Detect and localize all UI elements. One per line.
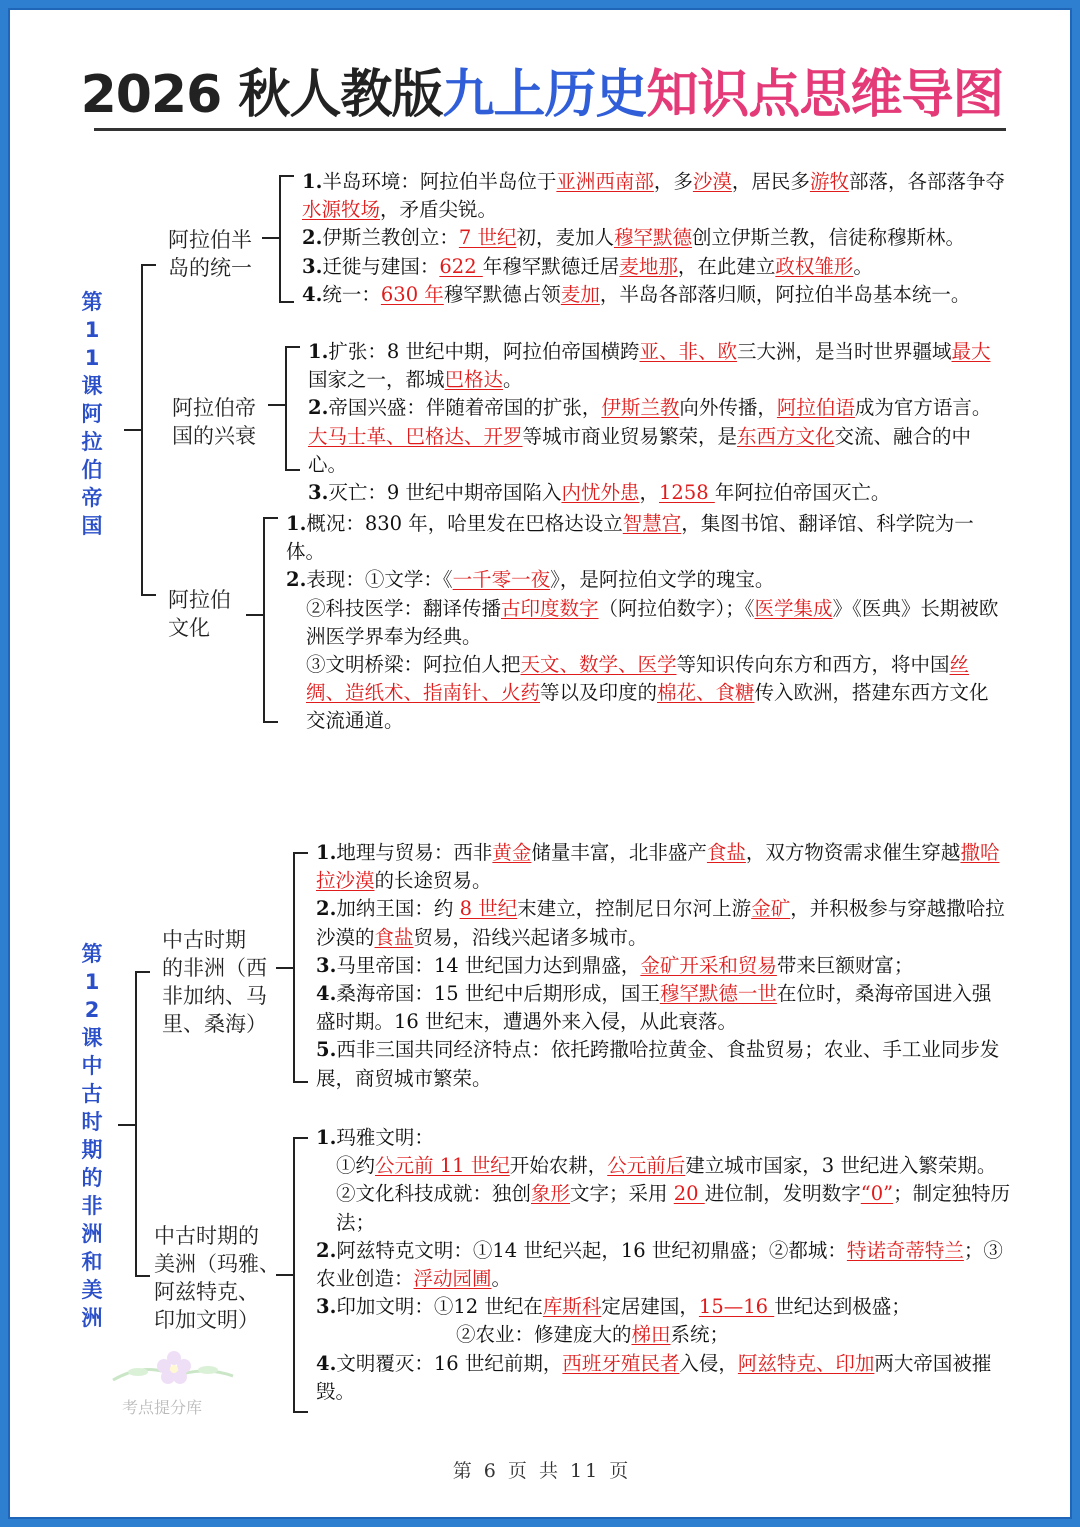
- text: 迁徙与建国：: [322, 254, 440, 278]
- text: ；制定独特历法；: [336, 1182, 1011, 1234]
- text: 在位时，桑海帝国进入强盛时期。16 世纪末，遭遇外来入侵，从此衰落。: [316, 982, 992, 1034]
- point: [302, 168, 1022, 224]
- text: 成为官方语言。: [854, 396, 992, 420]
- point-number: 1.: [286, 512, 307, 535]
- point-number: 3.: [316, 953, 337, 977]
- point: [316, 839, 1006, 895]
- watermark-text: 考点提分库: [122, 1398, 203, 1417]
- keyword: 麦加: [560, 282, 600, 306]
- keyword: 棉花、食糖: [657, 681, 755, 705]
- text: 创立伊斯兰教，信徒称穆斯林。: [692, 226, 966, 250]
- keyword: 金矿开采和贸易: [640, 953, 777, 977]
- point: [316, 1180, 1012, 1236]
- keyword: 医学集成: [754, 596, 833, 620]
- keyword: 食盐: [374, 925, 414, 949]
- text: ，在此建立: [677, 254, 776, 278]
- keyword: 亚、非、欧: [639, 340, 737, 363]
- text: 伊斯兰教创立：: [322, 226, 459, 250]
- keyword: 特诺奇蒂特兰: [846, 1238, 964, 1262]
- point-number: 2.: [302, 226, 323, 250]
- text: 阿兹特克文明：①14 世纪兴起，16 世纪初鼎盛；②都城：: [336, 1238, 847, 1262]
- text: 等城市商业贸易繁荣，是: [522, 424, 738, 448]
- point-number: 2.: [316, 897, 337, 921]
- text: ，半岛各部落归顺，阿拉伯半岛基本统一。: [599, 282, 971, 306]
- lesson-11-char: 伯: [81, 458, 103, 482]
- point: [308, 479, 998, 507]
- lesson-11-label: [78, 288, 106, 540]
- arab-culture-points: [286, 510, 1006, 736]
- topic-line: 印加文明）: [154, 1308, 259, 1332]
- keyword: “0”: [860, 1182, 894, 1206]
- point-number: 1.: [302, 170, 323, 193]
- keyword: 20: [673, 1182, 705, 1206]
- text: 年穆罕默德迁居: [482, 254, 620, 278]
- point: [316, 1036, 1006, 1092]
- topic-medieval-america: [154, 1222, 280, 1334]
- point: [316, 1237, 1012, 1293]
- lesson-12-char: 第: [81, 942, 103, 966]
- point: [308, 338, 998, 394]
- point-number: 4.: [316, 982, 337, 1006]
- topic-line: 阿拉伯: [168, 588, 231, 612]
- lesson-11-char: 第: [81, 290, 103, 314]
- text: ，矛盾尖锐。: [380, 198, 498, 222]
- keyword: 水源牧场: [302, 198, 381, 222]
- keyword: 浮动园圃: [413, 1267, 492, 1291]
- keyword: 穆罕默德: [614, 226, 693, 250]
- text: 带来巨额财富；: [776, 953, 914, 977]
- keyword: 古印度数字: [501, 596, 599, 620]
- title-part3: 知识点思维导图: [646, 65, 1004, 125]
- topic-line: 阿兹特克、: [154, 1280, 259, 1304]
- text: 向外传播，: [679, 396, 777, 420]
- topic-line: 美洲（玛雅、: [154, 1252, 280, 1276]
- point: [302, 224, 1022, 252]
- keyword: 游牧: [809, 170, 849, 193]
- text: 扩张：8 世纪中期，阿拉伯帝国横跨: [328, 340, 640, 363]
- text: 定居建国，: [601, 1295, 699, 1319]
- keyword: 阿拉伯语: [776, 396, 855, 420]
- text: ③文明桥梁：阿拉伯人把: [306, 653, 521, 677]
- lesson-12-char: 美: [81, 1278, 103, 1302]
- keyword: 亚洲西南部: [556, 170, 654, 193]
- topic-arab-empire-rise-fall: [172, 394, 256, 450]
- keyword: 一千零一夜: [452, 568, 551, 592]
- keyword: 阿兹特克、印加: [737, 1351, 875, 1375]
- text: 。: [853, 254, 873, 278]
- text: ，: [639, 481, 659, 505]
- text: 入侵，: [679, 1351, 738, 1375]
- topic-line: 国的兴衰: [172, 424, 256, 448]
- text: 等以及印度的: [540, 681, 658, 705]
- text: 部落，各部落争夺: [848, 170, 1005, 193]
- lesson-12-char: 洲: [81, 1222, 103, 1246]
- text: 。: [503, 368, 523, 392]
- point: [316, 1321, 1012, 1349]
- point: [316, 1350, 1012, 1406]
- text: 开始农耕，: [509, 1154, 608, 1178]
- keyword: 天文、数学、医学: [520, 653, 677, 677]
- topic-line: 非加纳、马: [162, 984, 267, 1008]
- text: 玛雅文明：: [336, 1126, 434, 1149]
- text: 世纪达到极盛；: [774, 1295, 911, 1319]
- lesson-11-char: 拉: [81, 430, 103, 454]
- lesson-12-char: 洲: [81, 1306, 103, 1330]
- topic-line: 中古时期的: [154, 1224, 259, 1248]
- keyword: 金矿: [751, 897, 791, 921]
- keyword: 撒哈拉沙漠: [316, 841, 1000, 893]
- point-number: 3.: [302, 254, 323, 278]
- point-number: 1.: [308, 340, 329, 363]
- point-number: 2.: [316, 1238, 337, 1262]
- point: [316, 952, 1006, 980]
- text: 加纳王国：约: [336, 897, 460, 921]
- keyword: 食盐: [706, 841, 746, 864]
- point: [286, 595, 1006, 651]
- text: 文明覆灭：16 世纪前期，: [336, 1351, 563, 1375]
- lesson-12-char: 课: [81, 1026, 103, 1050]
- arabian-unification-points: [302, 168, 1022, 309]
- keyword: 西班牙殖民者: [562, 1351, 680, 1375]
- document-page: [8, 8, 1072, 1519]
- point: [302, 253, 1022, 281]
- keyword: 穆罕默德一世: [659, 982, 777, 1006]
- topic-line: 阿拉伯半: [168, 228, 252, 252]
- text: 》《医典》长期被欧洲医学界奉为经典。: [306, 596, 999, 648]
- lesson-11-char: 阿: [81, 402, 103, 426]
- text: ②农业：修建庞大的: [456, 1323, 632, 1347]
- text: 概况：830 年，哈里发在巴格达设立: [306, 512, 623, 535]
- point: [302, 281, 1022, 309]
- lesson-11-char: 国: [81, 514, 103, 538]
- keyword: 伊斯兰教: [601, 396, 680, 420]
- keyword: 8 世纪: [459, 897, 518, 921]
- medieval-america-points: [316, 1124, 1012, 1406]
- lesson-12-char: 古: [81, 1082, 103, 1106]
- text: 帝国兴盛：伴随着帝国的扩张，: [328, 396, 602, 420]
- text: 三大洲，是当时世界疆域: [736, 340, 952, 363]
- page-footer: 第 6 页 共 11 页: [452, 1460, 632, 1482]
- text: ②文化科技成就：独创: [336, 1182, 532, 1206]
- text: ，集图书馆、翻译馆、科学院为一体。: [286, 512, 974, 564]
- point: [286, 566, 1006, 594]
- text: ；③农业创造：: [316, 1238, 1003, 1291]
- title-part1: 2026 秋人教版: [80, 65, 443, 125]
- text: 进位制，发明数字: [704, 1182, 861, 1206]
- topic-line: 中古时期: [162, 928, 246, 952]
- topic-line: 文化: [168, 616, 210, 640]
- topic-line: 阿拉伯帝: [172, 396, 256, 420]
- text: 交流、融合的中心。: [308, 424, 972, 476]
- point: [308, 394, 998, 479]
- topic-line: 的非洲（西: [162, 956, 267, 980]
- text: ，多: [653, 170, 693, 193]
- point: [316, 1124, 1012, 1152]
- text: 马里帝国：14 世纪国力达到鼎盛，: [336, 953, 641, 977]
- arab-empire-points: [308, 338, 998, 507]
- lesson-11-char: 帝: [81, 486, 103, 510]
- keyword: 7 世纪: [458, 226, 517, 250]
- text: 》，是阿拉伯文学的瑰宝。: [550, 568, 775, 592]
- text: 建立城市国家，3 世纪进入繁荣期。: [685, 1154, 997, 1178]
- point-number: 5.: [316, 1038, 337, 1062]
- topic-line: 岛的统一: [168, 256, 252, 280]
- text: 。: [491, 1267, 512, 1291]
- text: 文字；采用: [570, 1182, 674, 1206]
- keyword: 象形: [531, 1182, 571, 1206]
- lesson-12-char: 中: [81, 1054, 103, 1078]
- keyword: 公元前后: [607, 1154, 686, 1178]
- point: [316, 895, 1006, 951]
- keyword: 丝绸、造纸术、指南针、火药: [306, 653, 970, 705]
- keyword: 630 年: [380, 282, 444, 306]
- point-number: 2.: [308, 396, 329, 420]
- keyword: 15—16: [698, 1295, 775, 1319]
- text: 印加文明：①12 世纪在: [336, 1295, 543, 1319]
- point-number: 4.: [302, 282, 323, 306]
- point-number: 3.: [316, 1295, 337, 1319]
- topic-arabian-unification: [168, 226, 252, 282]
- text: 国家之一，都城: [308, 368, 445, 392]
- text: 西非三国共同经济特点：依托跨撒哈拉黄金、食盐贸易；农业、手工业同步发展，商贸城市繁荣。: [316, 1038, 1000, 1090]
- point: [316, 1152, 1012, 1180]
- keyword: 大马士革、巴格达、开罗: [308, 424, 523, 448]
- keyword: 政权雏形: [775, 254, 854, 278]
- keyword: 公元前 11 世纪: [375, 1154, 510, 1178]
- point-number: 3.: [308, 481, 329, 505]
- lesson-11-char: 课: [81, 374, 103, 398]
- text: 桑海帝国：15 世纪中后期形成，国王: [336, 982, 660, 1006]
- text: 统一：: [322, 282, 381, 306]
- keyword: 库斯科: [542, 1295, 602, 1319]
- keyword: 黄金: [492, 841, 532, 864]
- point: [316, 1293, 1012, 1321]
- text: 穆罕默德占领: [443, 282, 561, 306]
- keyword: 最大: [951, 340, 991, 363]
- keyword: 622: [439, 254, 483, 278]
- keyword: 1258: [659, 481, 715, 505]
- text: ，并积极参与穿越撒哈拉沙漠的: [316, 897, 1005, 949]
- lesson-12-char: 时: [81, 1110, 103, 1134]
- lesson-12-label: [78, 940, 106, 1332]
- keyword: 东西方文化: [737, 424, 835, 448]
- keyword: 沙漠: [692, 170, 732, 193]
- text: 系统；: [670, 1323, 730, 1347]
- text: 灭亡：9 世纪中期帝国陷入: [328, 481, 562, 505]
- text: 半岛环境：阿拉伯半岛位于: [322, 170, 557, 193]
- text: 传入欧洲，搭建东西方文化交流通道。: [306, 681, 989, 733]
- keyword: 内忧外患: [561, 481, 640, 505]
- keyword: 智慧宫: [622, 512, 682, 535]
- keyword: 巴格达: [444, 368, 504, 392]
- lesson-12-char: 的: [81, 1166, 103, 1190]
- lesson-12-char: 非: [81, 1194, 103, 1218]
- text: 等知识传向东方和西方，将中国: [676, 653, 950, 677]
- text: 表现：①文学：《: [306, 568, 453, 592]
- text: ，双方物资需求催生穿越: [745, 841, 961, 864]
- text: 的长途贸易。: [374, 869, 492, 893]
- lesson-12-char: 期: [81, 1138, 103, 1162]
- point: [286, 510, 1006, 566]
- lesson-11-char: 11: [84, 318, 100, 370]
- medieval-africa-points: [316, 839, 1006, 1093]
- lesson-12-char: 12: [84, 970, 100, 1022]
- point-number: 1.: [316, 1126, 337, 1149]
- topic-arab-culture: [168, 586, 231, 642]
- keyword: 麦地那: [619, 254, 678, 278]
- point-number: 2.: [286, 568, 307, 592]
- text: ①约: [336, 1154, 376, 1178]
- text: 贸易，沿线兴起诸多城市。: [413, 925, 648, 949]
- text: ②科技医学：翻译传播: [306, 596, 502, 620]
- text: 初，麦加人: [516, 226, 614, 250]
- keyword: 梯田: [631, 1323, 671, 1347]
- text: 地理与贸易：西非: [336, 841, 493, 864]
- topic-medieval-africa: [162, 926, 267, 1038]
- text: （阿拉伯数字）；《: [598, 596, 755, 620]
- lesson-12-char: 和: [81, 1250, 103, 1274]
- point: [286, 651, 1006, 736]
- point-number: 1.: [316, 841, 337, 864]
- title-part2: 九上历史: [442, 65, 647, 125]
- point: [316, 980, 1006, 1036]
- text: 末建立，控制尼日尔河上游: [517, 897, 752, 921]
- text: 两大帝国被摧毁。: [316, 1351, 992, 1403]
- text: 年阿拉伯帝国灭亡。: [714, 481, 891, 505]
- text: ，居民多: [731, 170, 810, 193]
- topic-line: 里、桑海）: [162, 1012, 267, 1036]
- text: 储量丰富，北非盛产: [531, 841, 707, 864]
- point-number: 4.: [316, 1351, 337, 1375]
